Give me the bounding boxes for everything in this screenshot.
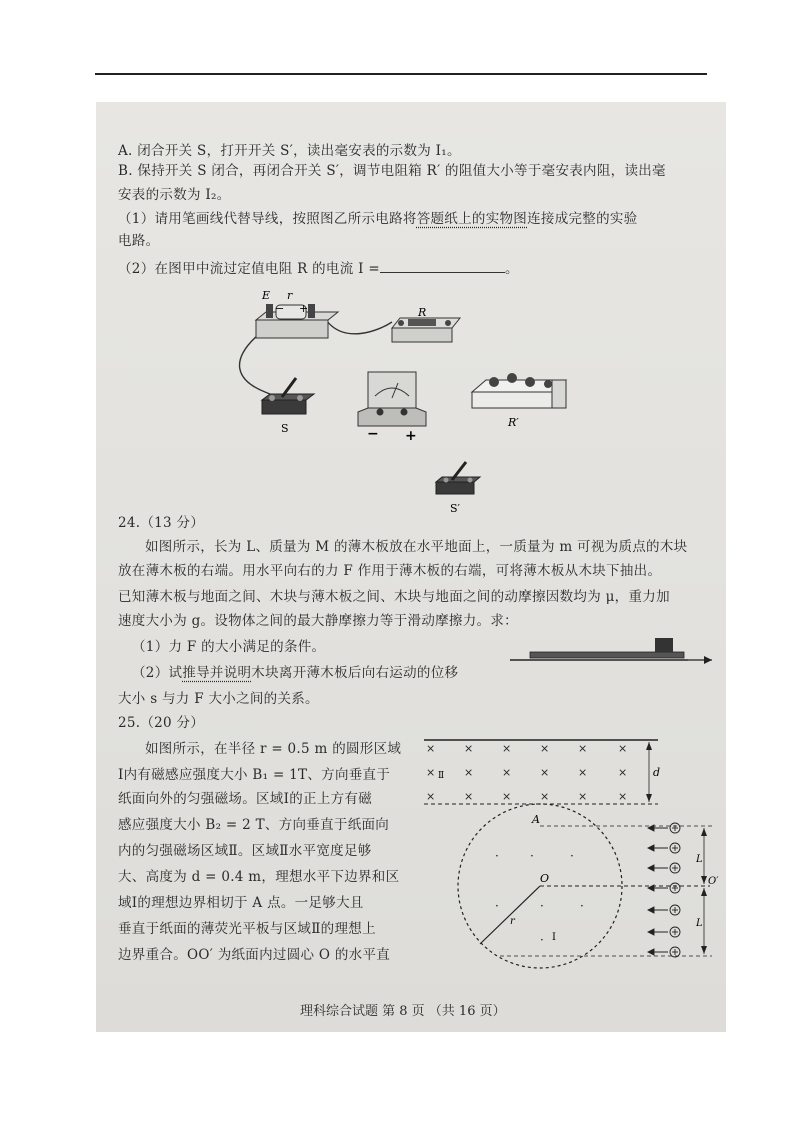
q25-line8: 垂直于纸面的薄荧光平板与区域Ⅱ的理想上: [118, 921, 376, 937]
cross-mark: ×: [578, 790, 588, 803]
q24-header: 24.（13 分）: [118, 515, 205, 531]
particle-7: [648, 947, 680, 957]
q25-line2: Ⅰ内有磁感应强度大小 B₁ = 1T、方向垂直于: [118, 767, 391, 783]
q24-para-line1: 如图所示，长为 L、质量为 M 的薄木板放在水平地面上，一质量为 m 可视为质点的木块: [145, 539, 688, 555]
label-battery-minus: −: [275, 302, 285, 315]
q25-line1: 如图所示，在半径 r = 0.5 m 的圆形区域: [145, 741, 402, 757]
cross-mark: ×: [618, 790, 628, 803]
label-region-II: Ⅱ: [438, 771, 445, 781]
q23-step-a: A. 闭合开关 S，打开开关 S′，读出毫安表的示数为 I₁。: [118, 143, 461, 159]
cross-mark: ×: [540, 766, 550, 779]
q23-part1-line2: 电路。: [118, 233, 160, 249]
cross-mark: ×: [618, 766, 628, 779]
q24-part1: （1）力 F 的大小满足的条件。: [132, 639, 326, 655]
label-d: d: [653, 766, 661, 779]
dot-mark: ·: [540, 933, 544, 947]
cross-mark: ×: [426, 790, 436, 803]
particle-2: [648, 843, 680, 853]
cross-mark: ×: [540, 790, 550, 803]
dot-mark: ·: [495, 849, 499, 863]
cross-mark: ×: [464, 766, 474, 779]
cross-mark: ×: [618, 742, 628, 755]
q24-para-line2: 放在薄木板的右端。用水平向右的力 F 作用于薄木板的右端，可将薄木板从木块下抽出。: [118, 563, 662, 579]
cross-mark: ×: [578, 766, 588, 779]
dot-mark: ·: [570, 849, 574, 863]
dot-mark: ·: [495, 899, 499, 913]
q25-header: 25.（20 分）: [118, 715, 205, 731]
q25-line4: 感应强度大小 B₂ = 2 T、方向垂直于纸面向: [118, 817, 390, 833]
q24-para-line4: 速度大小为 g。设物体之间的最大静摩擦力等于滑动摩擦力。求：: [118, 613, 518, 629]
label-r-radius: r: [510, 916, 515, 927]
q23-part1-text-b: 连接成完整的实验: [527, 211, 638, 227]
label-L-upper: L: [696, 854, 703, 865]
cross-mark: ×: [540, 742, 550, 755]
q23-step-b-line2: 安表的示数为 I₂。: [118, 187, 231, 203]
label-meter-plus: +: [405, 428, 417, 444]
q25-line6: 大、高度为 d = 0.4 m，理想水平下边界和区: [118, 869, 400, 885]
label-region-I: Ⅰ: [552, 932, 556, 943]
q23-step-b-line1: B. 保持开关 S 闭合，再闭合开关 S′，调节电阻箱 R′ 的阻值大小等于毫安表内阻，读出毫: [118, 163, 666, 179]
q23-part2-end: 。: [504, 261, 519, 277]
cross-mark: ×: [502, 766, 512, 779]
q25-line9: 边界重合。OO′ 为纸面内过圆心 O 的水平直: [118, 947, 391, 963]
q25-line7: 域Ⅰ的理想边界相切于 A 点。一足够大且: [118, 895, 364, 911]
label-R: R: [418, 306, 427, 319]
dot-mark: ·: [580, 899, 584, 913]
particle-3: [648, 863, 680, 873]
cross-mark: ×: [464, 742, 474, 755]
dot-mark: ·: [530, 849, 534, 863]
q24-part2-pre: （2）试: [132, 665, 183, 681]
q24-part2-emphasis: 推导并说明: [182, 665, 252, 681]
cross-mark: ×: [502, 790, 512, 803]
label-S: S: [281, 422, 289, 435]
particle-5: [648, 905, 680, 915]
q23-part1-emphasis: 答题纸上的实物图: [416, 211, 528, 227]
q25-line5: 内的匀强磁场区域Ⅱ。区域Ⅱ水平宽度足够: [118, 843, 372, 859]
cross-mark: ×: [578, 742, 588, 755]
label-battery-plus: +: [299, 302, 309, 315]
q24-part2-post: 木块离开薄木板后向右运动的位移: [251, 665, 459, 681]
label-Sprime: S′: [450, 502, 461, 515]
dot-mark: ·: [540, 899, 544, 913]
label-meter-minus: −: [367, 426, 379, 442]
particle-4: [648, 883, 680, 893]
label-O: O: [540, 872, 550, 885]
label-Rprime: R′: [508, 416, 519, 429]
label-Oprime: O′: [708, 876, 719, 887]
particle-1: [648, 823, 680, 833]
particle-6: [648, 927, 680, 937]
label-E: E: [262, 289, 271, 302]
label-L-lower: L: [696, 918, 703, 929]
label-A: A: [532, 813, 540, 826]
cross-mark: ×: [426, 766, 436, 779]
q23-part2-text: （2）在图甲中流过定值电阻 R 的电流 I =: [118, 261, 380, 277]
cross-mark: ×: [502, 742, 512, 755]
page-footer: 理科综合试题 第 8 页 （共 16 页）: [300, 1004, 506, 1019]
q23-part1-text-a: （1）请用笔画线代替导线，按照图乙所示电路将: [118, 211, 417, 227]
q24-para-line3: 已知薄木板与地面之间、木块与薄木板之间、木块与地面之间的动摩擦因数均为 μ，重力加: [118, 589, 670, 605]
cross-mark: ×: [464, 790, 474, 803]
q25-line3: 纸面向外的匀强磁场。区域Ⅰ的正上方有磁: [118, 791, 373, 807]
cross-mark: ×: [426, 742, 436, 755]
label-r: r: [287, 289, 293, 302]
q24-part2-line2: 大小 s 与力 F 大小之间的关系。: [118, 691, 319, 707]
